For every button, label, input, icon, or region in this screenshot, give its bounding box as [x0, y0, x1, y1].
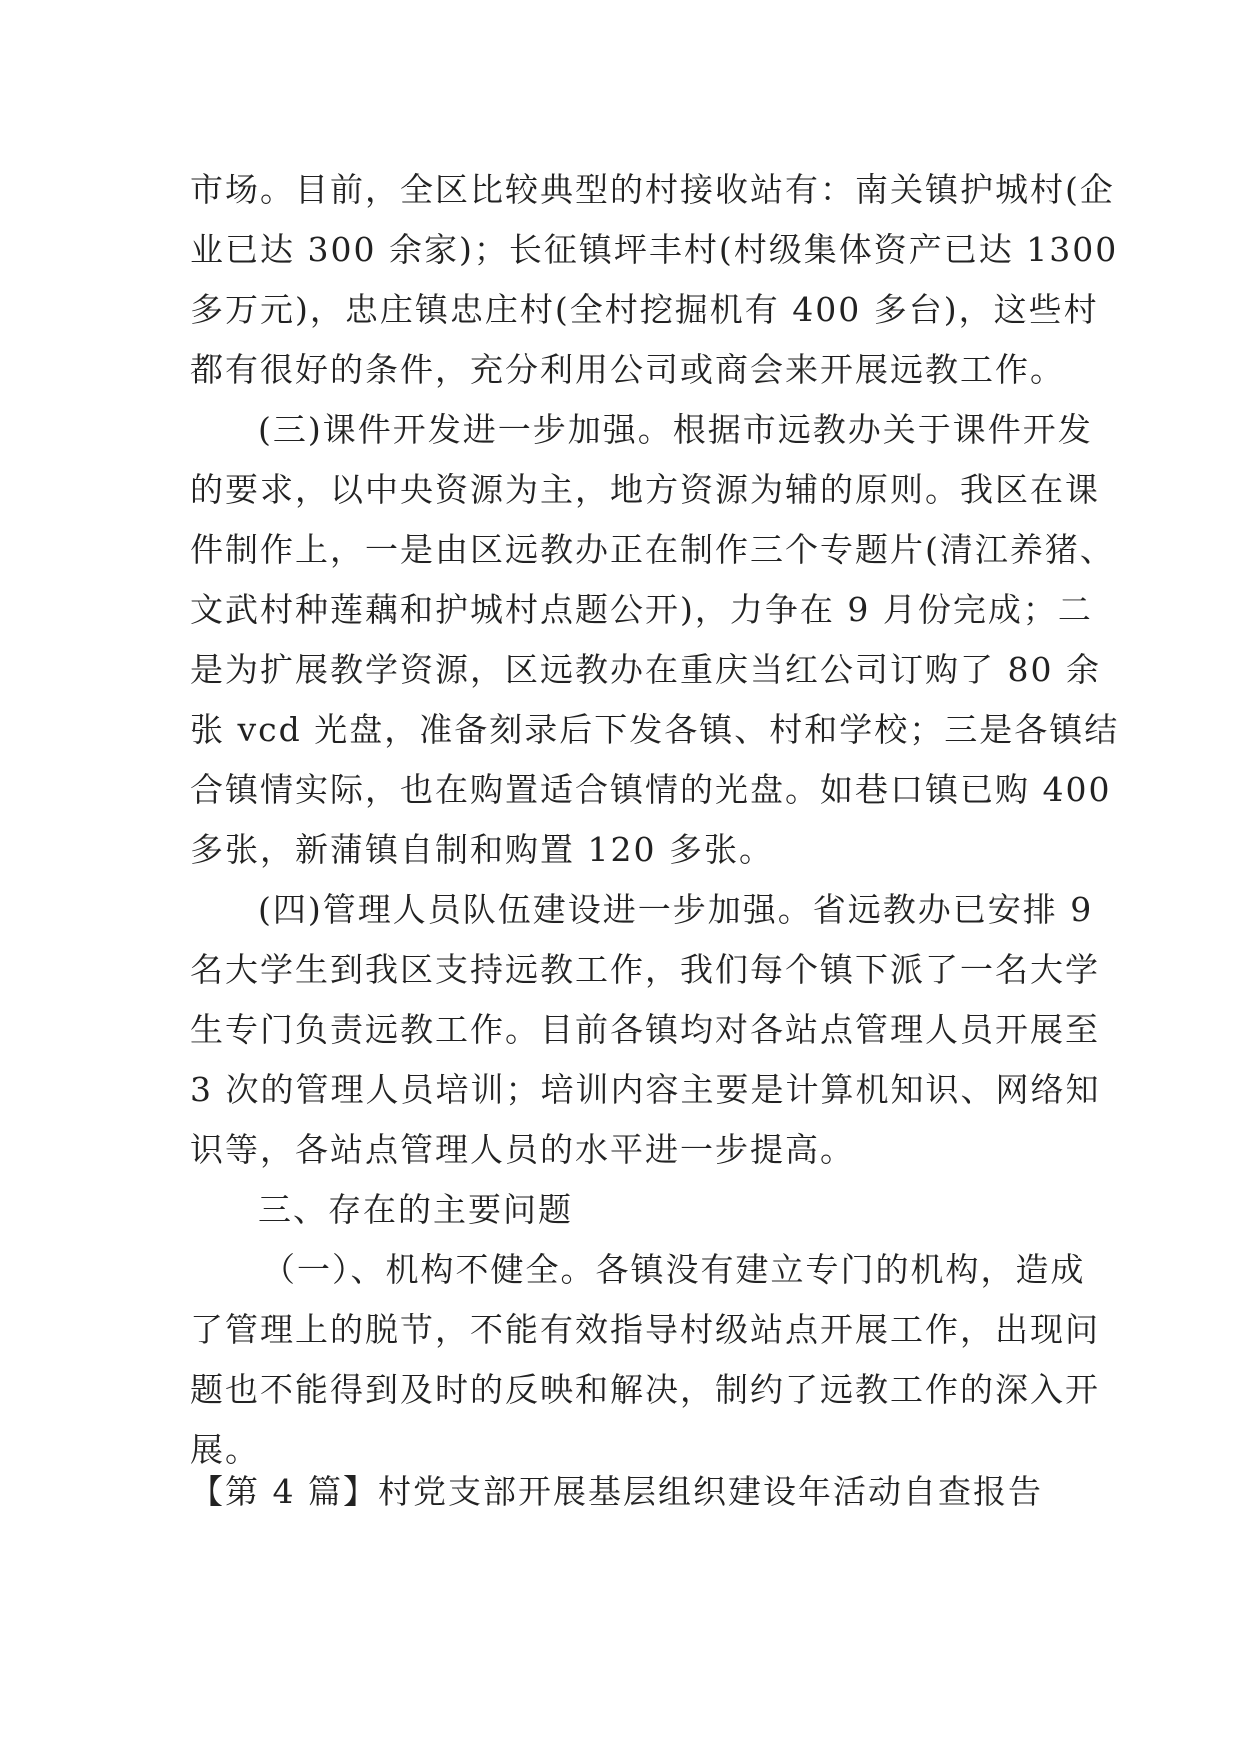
section-heading: [190, 1180, 1060, 1240]
text-line: (四)管理人员队伍建设进一步加强。省远教办已安排 9: [258, 890, 1094, 929]
text-line: 合镇情实际，也在购置适合镇情的光盘。如巷口镇已购 400: [190, 770, 1112, 809]
section-heading-text: 三、存在的主要问题: [258, 1190, 573, 1229]
paragraph-organization: [190, 1240, 1100, 1480]
text-line: 生专门负责远教工作。目前各镇均对各站点管理人员开展至: [190, 1010, 1100, 1049]
paragraph-management-team: [190, 880, 1101, 1180]
text-line: 题也不能得到及时的反映和解决，制约了远教工作的深入开: [190, 1370, 1100, 1409]
text-line: 多张，新蒲镇自制和购置 120 多张。: [190, 830, 774, 869]
text-line: 的要求，以中央资源为主，地方资源为辅的原则。我区在课: [190, 470, 1100, 509]
text-line: 都有很好的条件，充分利用公司或商会来开展远教工作。: [190, 350, 1065, 389]
text-line: 是为扩展教学资源，区远教办在重庆当红公司订购了 80 余: [190, 650, 1101, 689]
text-line: 多万元)，忠庄镇忠庄村(全村挖掘机有 400 多台)，这些村: [190, 290, 1099, 329]
text-line: 识等，各站点管理人员的水平进一步提高。: [190, 1130, 855, 1169]
text-line: 张 vcd 光盘，准备刻录后下发各镇、村和学校；三是各镇结: [190, 710, 1120, 749]
text-line: (三)课件开发进一步加强。根据市远教办关于课件开发: [258, 410, 1093, 449]
text-line: 3 次的管理人员培训；培训内容主要是计算机知识、网络知: [190, 1070, 1101, 1109]
text-line: 了管理上的脱节，不能有效指导村级站点开展工作，出现问: [190, 1310, 1100, 1349]
text-line: 业已达 300 余家)；长征镇坪丰村(村级集体资产已达 1300: [190, 230, 1119, 269]
text-line: （一）、机构不健全。各镇没有建立专门的机构，造成: [262, 1250, 1086, 1289]
text-line: 展。: [190, 1430, 260, 1469]
text-line: 文武村种莲藕和护城村点题公开)，力争在 9 月份完成；二: [190, 590, 1093, 629]
document-body: [190, 160, 1120, 1480]
text-line: 市场。目前，全区比较典型的村接收站有：南关镇护城村(企: [190, 170, 1115, 209]
text-line: 名大学生到我区支持远教工作，我们每个镇下派了一名大学: [190, 950, 1100, 989]
article-title: 【第 4 篇】村党支部开展基层组织建设年活动自查报告: [190, 1472, 1043, 1511]
paragraph-stations: [190, 160, 1119, 400]
text-line: 件制作上，一是由区远教办正在制作三个专题片(清江养猪、: [190, 530, 1115, 569]
paragraph-courseware: [190, 400, 1120, 880]
